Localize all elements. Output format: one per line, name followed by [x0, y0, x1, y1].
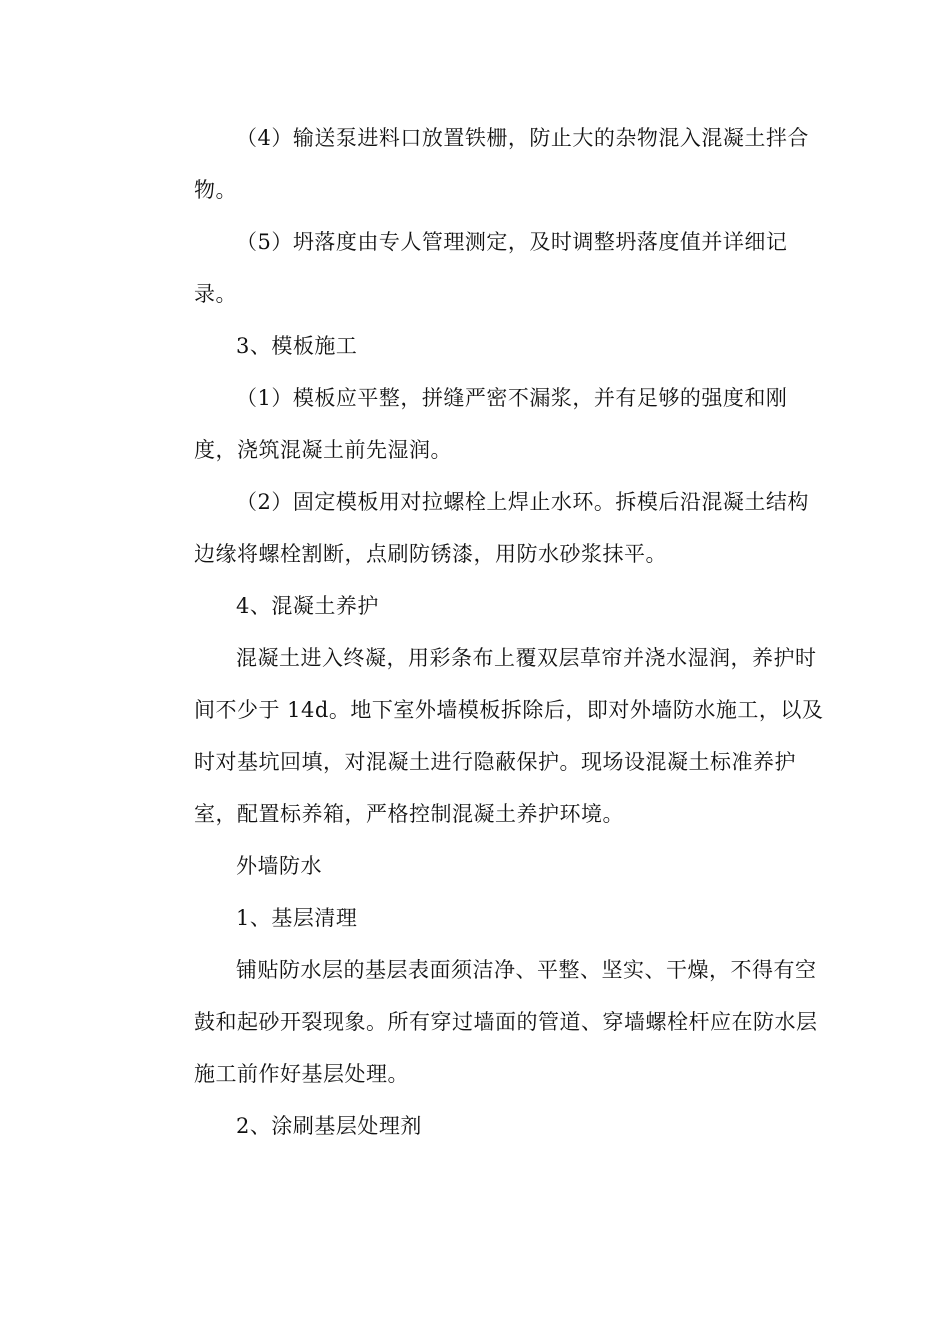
- paragraph-formwork-1: [152, 372, 802, 476]
- section-heading-text: 1、基层清理: [236, 906, 358, 930]
- paragraph-formwork-2: [152, 476, 809, 580]
- section-heading-text: 3、模板施工: [236, 334, 358, 358]
- subheading-primer: [152, 1100, 802, 1152]
- section-heading-text: 4、混凝土养护: [236, 594, 379, 618]
- text-line: 间不少于 14d。地下室外墙模板拆除后，即对外墙防水施工，以及: [194, 698, 824, 722]
- text-line: 室，配置标养箱，严格控制混凝土养护环境。: [194, 802, 624, 826]
- paragraph-item-5: [152, 216, 802, 320]
- text-line: 时对基坑回填，对混凝土进行隐蔽保护。现场设混凝土标准养护: [194, 750, 796, 774]
- section-heading-curing: [152, 580, 802, 632]
- document-body: [152, 112, 824, 1152]
- text-line: （4）输送泵进料口放置铁栅，防止大的杂物混入混凝土拌合: [236, 126, 809, 150]
- subheading-base-cleaning: [152, 892, 802, 944]
- text-line: 铺贴防水层的基层表面须洁净、平整、坚实、干燥，不得有空: [236, 958, 817, 982]
- section-heading-exterior-waterproofing: [152, 840, 802, 892]
- text-line: 边缘将螺栓割断，点刷防锈漆，用防水砂浆抹平。: [194, 542, 667, 566]
- section-heading-text: 外墙防水: [236, 854, 322, 878]
- paragraph-curing: [152, 632, 824, 840]
- paragraph-item-4: [152, 112, 809, 216]
- section-heading-text: 2、涂刷基层处理剂: [236, 1114, 422, 1138]
- paragraph-base-cleaning: [152, 944, 818, 1100]
- text-line: （5）坍落度由专人管理测定，及时调整坍落度值并详细记: [236, 230, 788, 254]
- text-line: 物。: [194, 178, 237, 202]
- section-heading-formwork: [152, 320, 802, 372]
- text-line: 施工前作好基层处理。: [194, 1062, 409, 1086]
- text-line: （2）固定模板用对拉螺栓上焊止水环。拆模后沿混凝土结构: [236, 490, 809, 514]
- text-line: 鼓和起砂开裂现象。所有穿过墙面的管道、穿墙螺栓杆应在防水层: [194, 1010, 818, 1034]
- text-line: （1）模板应平整，拼缝严密不漏浆，并有足够的强度和刚: [236, 386, 788, 410]
- text-line: 录。: [194, 282, 237, 306]
- text-line: 度，浇筑混凝土前先湿润。: [194, 438, 452, 462]
- text-line: 混凝土进入终凝，用彩条布上覆双层草帘并浇水湿润，养护时: [236, 646, 817, 670]
